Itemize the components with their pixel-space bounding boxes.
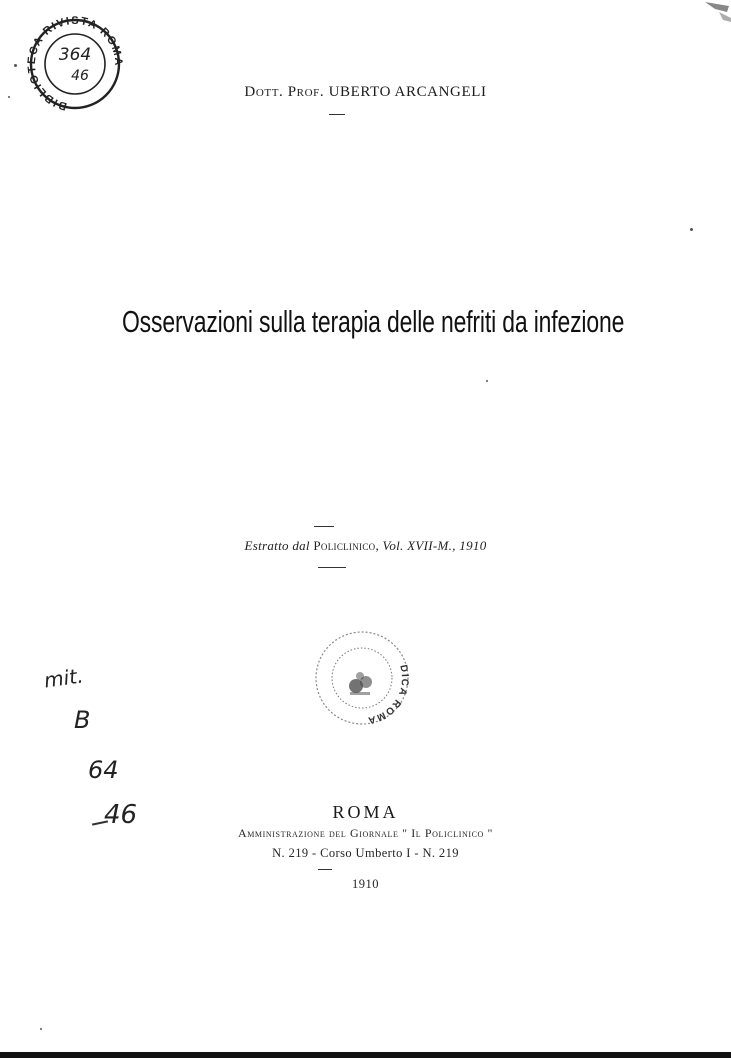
center-stamp: [308, 628, 416, 728]
author-line: [0, 84, 731, 101]
center-stamp-ring-text: DICA ROMA: [365, 663, 411, 726]
author-name: UBERTO ARCANGELI: [328, 84, 487, 100]
handwritten-note-2: B: [74, 706, 91, 734]
handwritten-note-4: 46: [104, 800, 138, 830]
publisher-name: Amministrazione del Giornale " Il Policlinico ": [237, 826, 494, 840]
extract-rule-top: [314, 526, 334, 527]
extract-line: [0, 538, 731, 554]
publication-year: 1910: [352, 877, 379, 891]
svg-text:DICA ROMA: [366, 664, 411, 726]
library-stamp-number-bottom: 46: [71, 68, 89, 84]
scan-speck: [486, 380, 488, 382]
document-title: Osservazioni sulla terapia delle nefriti da infezione: [121, 304, 625, 339]
handwritten-note-3: 64: [88, 756, 119, 784]
scan-corner-artifact: [701, 0, 731, 22]
extract-volume: , Vol. XVII-M., 1910: [375, 538, 487, 553]
scan-speck: [690, 228, 693, 231]
scan-speck: [8, 96, 10, 98]
handwritten-note-1: mit.: [42, 663, 85, 693]
author-prefix: Dott. Prof.: [244, 84, 325, 100]
extract-lead: Estratto dal: [244, 538, 310, 553]
scan-speck: [40, 1028, 42, 1030]
extract-journal: Policlinico: [313, 538, 376, 553]
scan-bottom-edge: [0, 1052, 731, 1058]
extract-rule-bottom: [318, 567, 346, 568]
library-stamp-ring-text: BIBLIOTECA RIVISTA ROMA: [25, 14, 125, 112]
year-rule: [318, 869, 332, 870]
publisher-address: N. 219 - Corso Umberto I - N. 219: [272, 846, 459, 860]
scan-speck: [14, 64, 17, 67]
center-stamp-emblem: [349, 672, 372, 695]
library-stamp-number-top: 364: [58, 45, 92, 65]
author-rule: [329, 114, 345, 115]
publisher-city: ROMA: [332, 802, 399, 822]
